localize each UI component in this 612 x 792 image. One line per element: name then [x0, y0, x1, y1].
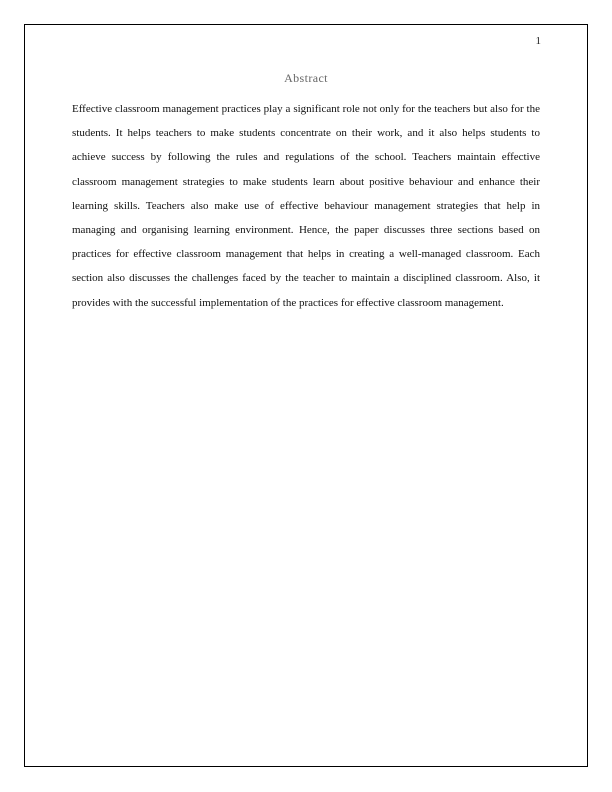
page-number: 1	[535, 35, 541, 47]
section-title: Abstract	[284, 71, 328, 85]
abstract-paragraph: Effective classroom management practices play a significant role not only for the teachers but also for the students. It helps teachers to make students concentrate on their work, and it also helps students to achieve success by following the rules and regulations of the school. Teachers maintain effective classroom management strategies to make students learn about positive behaviour and enhance their learning skills. Teachers also make use of effective behaviour management strategies that help in managing and organising learning environment. Hence, the paper discusses three sections based on practices for effective classroom management that helps in creating a well-managed classroom. Each section also discusses the challenges faced by the teacher to maintain a disciplined classroom. Also, it provides with the successful implementation of the practices for effective classroom management.	[72, 103, 540, 309]
